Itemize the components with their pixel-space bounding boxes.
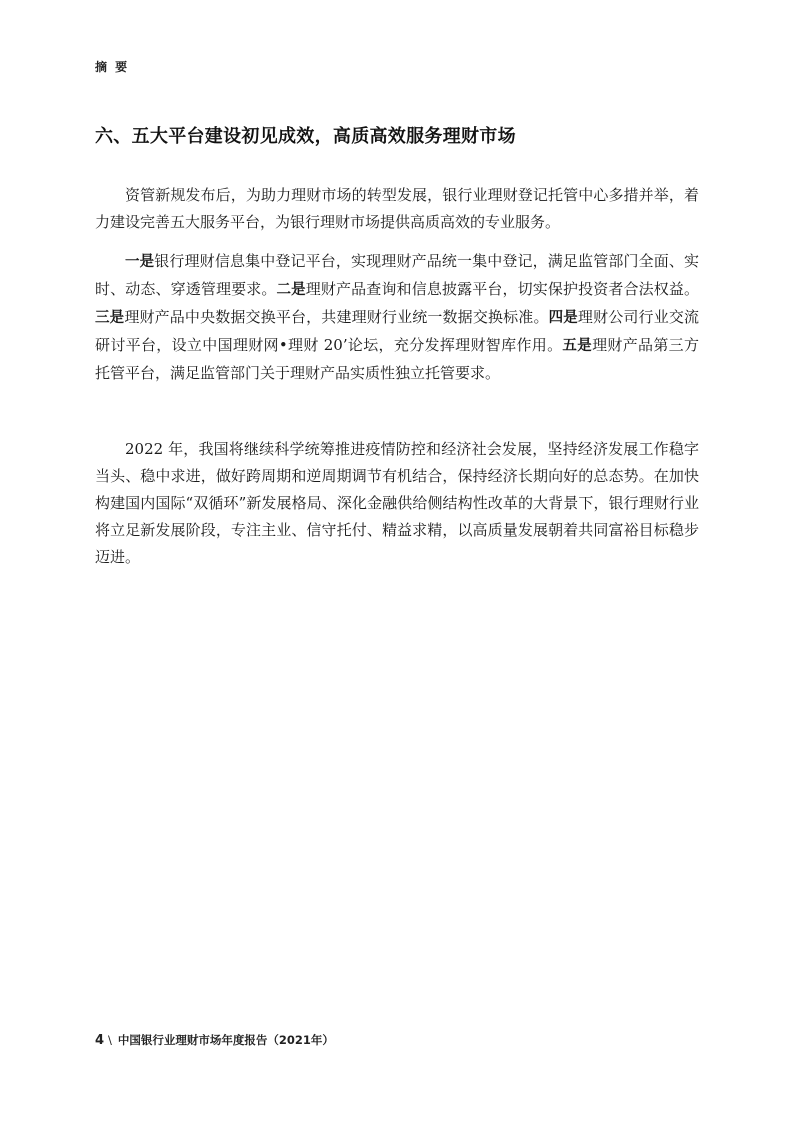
lead-5: 五是: [562, 338, 593, 354]
lead-3: 三是: [95, 310, 125, 326]
lead-4: 四是: [548, 310, 578, 326]
page-footer: [95, 1032, 334, 1048]
platform-3-text: 理财产品中央数据交换平台，共建理财行业统一数据交换标准。: [124, 308, 549, 326]
platform-4-text: 理财公司行业交流研讨平台，设立中国理财网•理财 20’论坛，充分发挥理财智库作用。: [95, 308, 699, 354]
platform-2-text: 理财产品查询和信息披露平台，切实保护投资者合法权益。: [305, 280, 699, 298]
paragraph-text: 资管新规发布后，为助力理财市场的转型发展，银行业理财登记托管中心多措并举，着力建设完善五大服务平台，为银行理财市场提供高质高效的专业服务。: [95, 186, 699, 231]
page-number: 4: [95, 1033, 105, 1048]
lead-2: 二是: [276, 282, 306, 298]
paragraph-text: 2022 年，我国将继续科学统筹推进疫情防控和经济社会发展，坚持经济发展工作稳字当头、稳中求进，做好跨周期和逆周期调节有机结合，保持经济长期向好的总态势。在加快构建国内国际“双循环”新发展格局、深化金融供给侧结构性改革的大背景下，银行理财行业将立足新发展阶段，专注主业、信守托付、精益求精，以高质量发展朝着共同富裕目标稳步迈进。: [95, 440, 699, 566]
lead-1: 一是: [125, 254, 155, 270]
paragraph-intro: [95, 182, 699, 236]
footer-report-title: 中国银行业理财市场年度报告（2021年）: [117, 1033, 334, 1047]
section-title: 六、五大平台建设初见成效，高质高效服务理财市场: [95, 126, 516, 147]
paragraph-five-platforms: [95, 248, 699, 387]
running-header: 摘 要: [95, 60, 130, 74]
platform-5-text: 理财产品第三方托管平台，满足监管部门关于理财产品实质性独立托管要求。: [95, 336, 700, 382]
paragraph-outlook: [95, 436, 699, 571]
paragraph-text: [95, 248, 699, 387]
footer-separator: \: [108, 1033, 112, 1047]
platform-1-text: 银行理财信息集中登记平台，实现理财产品统一集中登记，满足监管部门全面、实时、动态、穿透管理要求。: [95, 252, 700, 298]
